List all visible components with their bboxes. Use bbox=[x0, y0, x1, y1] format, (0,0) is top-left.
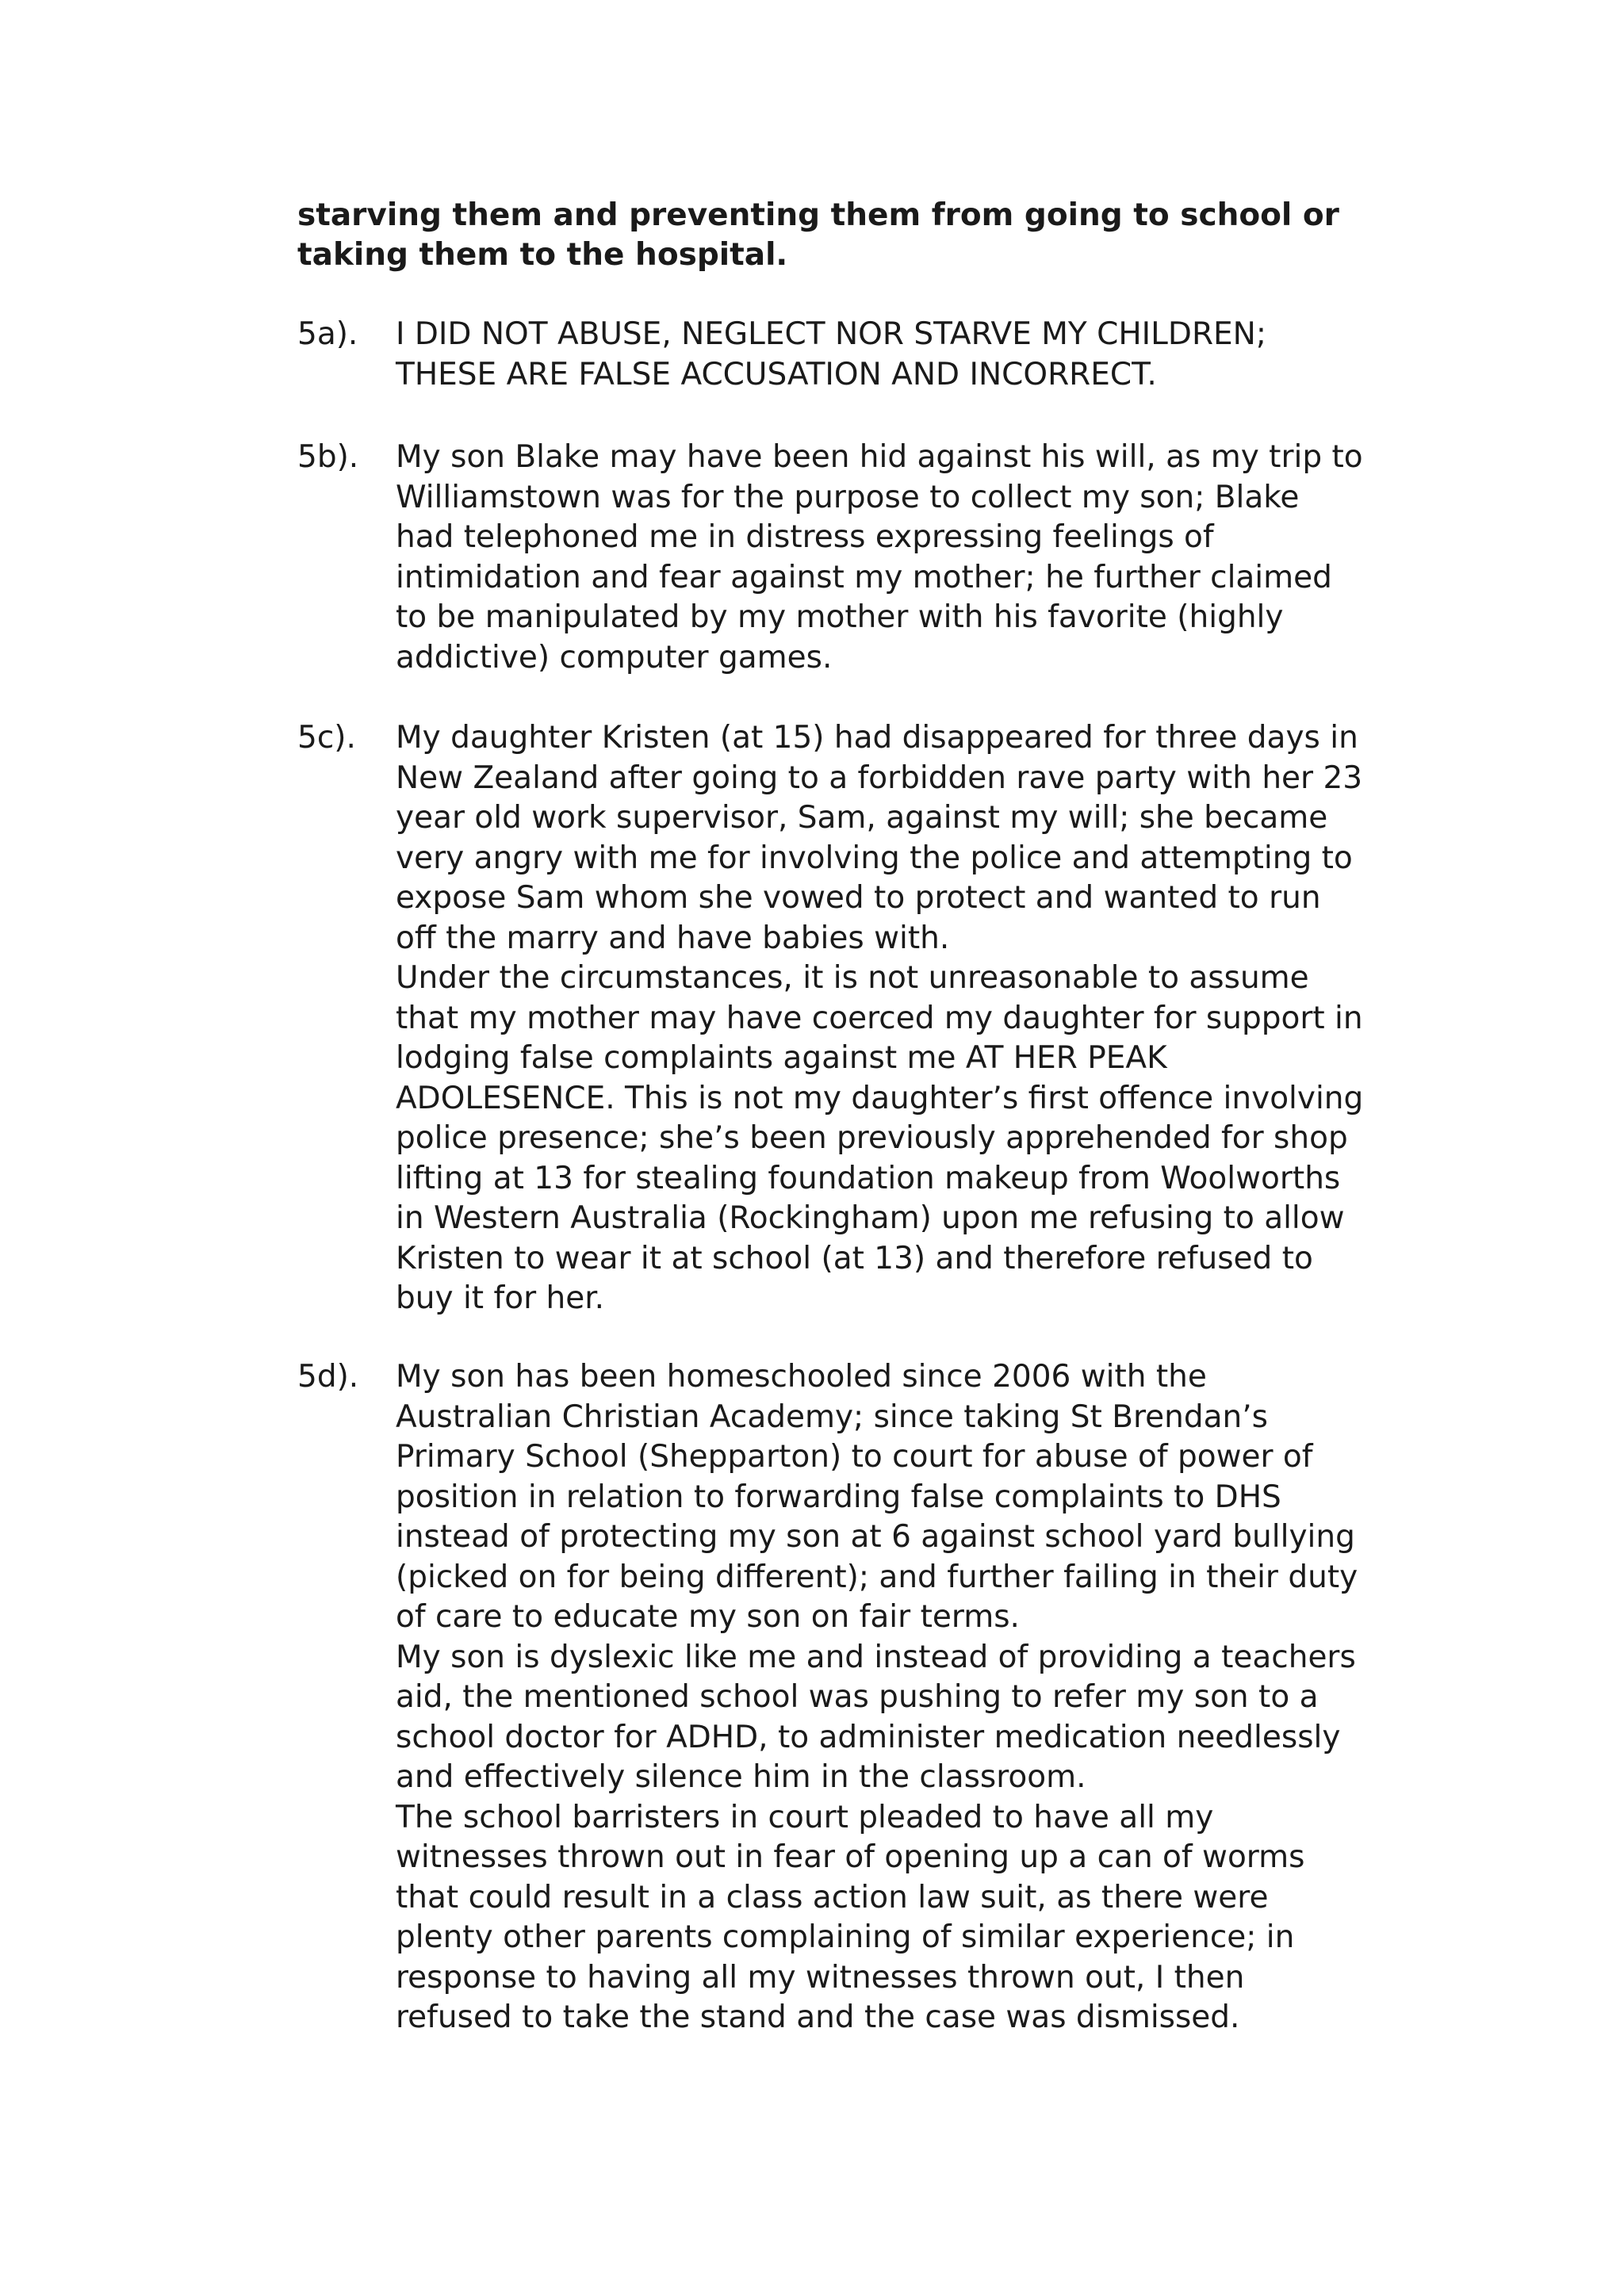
paragraph-body bbox=[396, 438, 1458, 678]
paragraph-line: instead of protecting my son at 6 against school yard bullying bbox=[396, 1519, 1355, 1555]
paragraph-line: buy it for her. bbox=[396, 1280, 605, 1316]
paragraph-line: My son has been homeschooled since 2006 with the bbox=[396, 1359, 1207, 1395]
paragraph-line: ADOLESENCE. This is not my daughter’s first offence involving bbox=[396, 1080, 1364, 1116]
paragraph-line: intimidation and fear against my mother; he further claimed bbox=[396, 559, 1332, 595]
paragraph-line: My son Blake may have been hid against his will, as my trip to bbox=[396, 439, 1363, 475]
paragraph-line: (picked on for being different); and further failing in their duty bbox=[396, 1559, 1358, 1595]
paragraph-line: and effectively silence him in the classroom. bbox=[396, 1759, 1086, 1795]
paragraph-line: lodging false complaints against me AT HER PEAK bbox=[396, 1040, 1167, 1076]
paragraph-line: Under the circumstances, it is not unreasonable to assume bbox=[396, 960, 1309, 996]
paragraph-line: aid, the mentioned school was pushing to refer my son to a bbox=[396, 1679, 1319, 1715]
paragraph-line: had telephoned me in distress expressing feelings of bbox=[396, 519, 1214, 555]
heading-line: starving them and preventing them from going to school or bbox=[297, 197, 1339, 233]
paragraph-line: police presence; she’s been previously apprehended for shop bbox=[396, 1120, 1348, 1156]
paragraph-line: very angry with me for involving the police and attempting to bbox=[396, 840, 1353, 876]
paragraph-line: position in relation to forwarding false complaints to DHS bbox=[396, 1479, 1281, 1515]
paragraph-line: plenty other parents complaining of similar experience; in bbox=[396, 1919, 1295, 1955]
paragraph-number: 5c). bbox=[297, 720, 356, 756]
paragraph-body bbox=[396, 718, 1458, 1319]
paragraph-line: expose Sam whom she vowed to protect and wanted to run bbox=[396, 880, 1321, 916]
paragraph-line: My daughter Kristen (at 15) had disappeared for three days in bbox=[396, 720, 1358, 756]
paragraph-line: year old work supervisor, Sam, against my will; she became bbox=[396, 800, 1328, 836]
paragraph-line: off the marry and have babies with. bbox=[396, 920, 950, 956]
paragraph-line: that could result in a class action law suit, as there were bbox=[396, 1879, 1269, 1915]
paragraph-line: THESE ARE FALSE ACCUSATION AND INCORRECT. bbox=[396, 356, 1157, 392]
paragraph-line: refused to take the stand and the case was dismissed. bbox=[396, 1999, 1240, 2035]
paragraph-body bbox=[396, 315, 1458, 395]
paragraph-number: 5b). bbox=[297, 439, 359, 475]
paragraph-line: to be manipulated by my mother with his favorite (highly bbox=[396, 599, 1284, 635]
paragraph-line: school doctor for ADHD, to administer medication needlessly bbox=[396, 1719, 1341, 1755]
paragraph-line: My son is dyslexic like me and instead of providing a teachers bbox=[396, 1639, 1356, 1675]
paragraph-line: of care to educate my son on fair terms. bbox=[396, 1599, 1020, 1635]
paragraph-line: Australian Christian Academy; since taking St Brendan’s bbox=[396, 1399, 1268, 1435]
paragraph-number: 5a). bbox=[297, 316, 358, 352]
paragraph-line: in Western Australia (Rockingham) upon me refusing to allow bbox=[396, 1200, 1345, 1236]
paragraph-line: The school barristers in court pleaded to have all my bbox=[396, 1799, 1214, 1835]
paragraph-line: witnesses thrown out in fear of opening up a can of worms bbox=[396, 1839, 1305, 1875]
section-heading bbox=[297, 196, 1408, 275]
paragraph-line: I DID NOT ABUSE, NEGLECT NOR STARVE MY CHILDREN; bbox=[396, 316, 1266, 352]
paragraph-line: Kristen to wear it at school (at 13) and therefore refused to bbox=[396, 1240, 1313, 1276]
paragraph-line: New Zealand after going to a forbidden rave party with her 23 bbox=[396, 760, 1363, 796]
heading-line: taking them to the hospital. bbox=[297, 237, 788, 273]
paragraph-line: lifting at 13 for stealing foundation makeup from Woolworths bbox=[396, 1160, 1341, 1196]
paragraph-line: response to having all my witnesses thrown out, I then bbox=[396, 1959, 1245, 1996]
paragraph-line: addictive) computer games. bbox=[396, 639, 833, 675]
paragraph-body bbox=[396, 1357, 1458, 2038]
paragraph-line: that my mother may have coerced my daughter for support in bbox=[396, 1000, 1363, 1036]
paragraph-line: Williamstown was for the purpose to collect my son; Blake bbox=[396, 479, 1300, 515]
paragraph-line: Primary School (Shepparton) to court for abuse of power of bbox=[396, 1439, 1313, 1475]
paragraph-number: 5d). bbox=[297, 1359, 359, 1395]
